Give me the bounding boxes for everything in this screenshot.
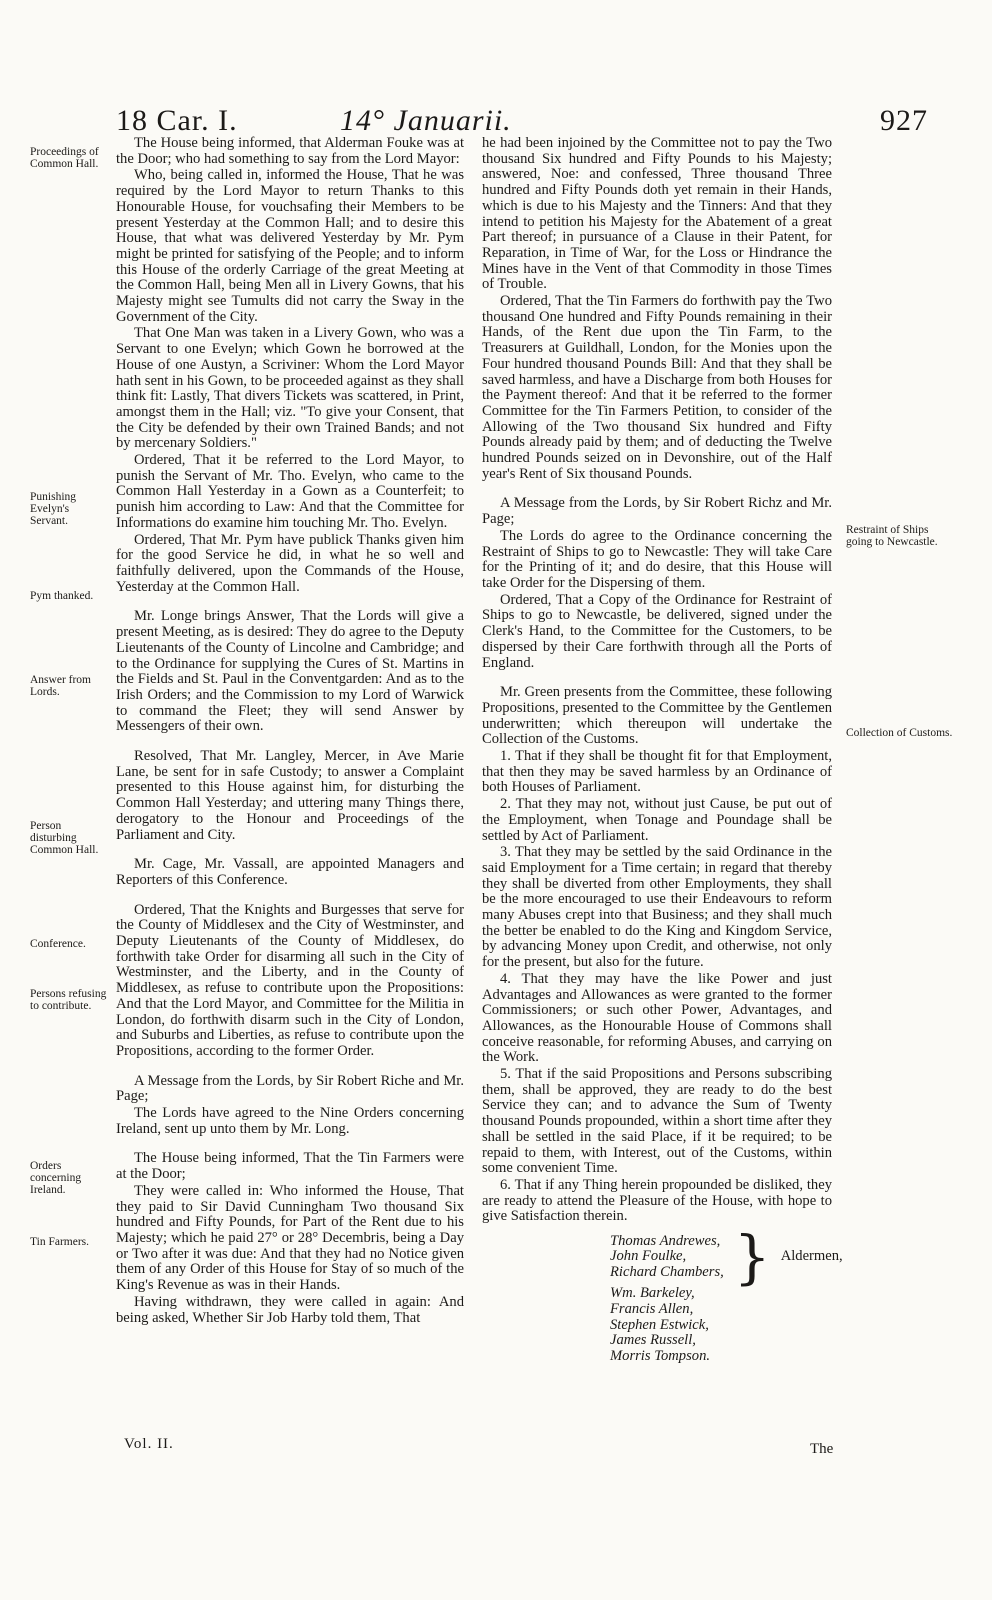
paragraph: Ordered, That Mr. Pym have publick Thanks given him for the good Service he did, in what he so well and faithfully delivered, upon the Commands of the House, Yesterday at the Common Hall. xyxy=(116,531,464,595)
signatory-name: Richard Chambers, xyxy=(610,1263,724,1280)
signatory-name: James Russell, xyxy=(610,1332,696,1349)
aldermen-label: Aldermen, xyxy=(780,1248,843,1265)
margin-note-persons-refusing: Persons refusing to contribute. xyxy=(30,988,107,1013)
left-column xyxy=(116,136,464,1327)
paragraph: Mr. Longe brings Answer, That the Lords will give a present Meeting, as is desired: They do agree to the Deputy Lieutenants of the County of Lincolne and Cambridge; and to the Ordinance for supplying the Cures of St. Martins in the Fields and St. Paul in the Conventgarden: And as to the Irish Orders; and the Commission to my Lord of Warwick to command the Fleet; they will send Answer by Messengers of their own. xyxy=(116,608,464,735)
signatory-name: Stephen Estwick, xyxy=(610,1316,709,1333)
paragraph: Ordered, That the Tin Farmers do forthwith pay the Two thousand One hundred and Fifty Pounds remaining in their Hands, of the Rent due upon the Tin Farm, to the Treasurers at Guildhall, London, for the Monies upon the Four hundred thousand Pounds Bill: And that they shall be saved harmless, and have a Discharge from both Houses for the Payment thereof: And that it be referred to the former Committee for the Tin Farmers Petition, to consider of the Allowing of the Two thousand Six hundred and Fifty Pounds already paid by them; and of deducting the Twelve hundred Pounds seized on in Devonshire, out of the Half year's Rent of Six thousand Pounds. xyxy=(482,293,832,482)
volume-signature: Vol. II. xyxy=(124,1436,174,1452)
margin-note-pym: Pym thanked. xyxy=(30,590,94,602)
signatories-aldermen xyxy=(482,1223,843,1292)
paragraph: Mr. Cage, Mr. Vassall, are appointed Managers and Reporters of this Conference. xyxy=(116,856,464,888)
catchword: The xyxy=(810,1441,834,1457)
signatory-name: John Foulke, xyxy=(610,1248,687,1265)
margin-note-tin: Tin Farmers. xyxy=(30,1236,89,1248)
proposition: 3. That they may be settled by the said Ordinance in the said Employment for a Time certain; in regard that thereby they shall be diverted from other Employments, they shall be the more encouraged to use their Endeavours to reform many Abuses crept into that Business; and they shall much the better be enabled to do the King and Kingdom Service, by advancing Money upon Credit, and otherwise, not only for the present, but also for the future. xyxy=(482,844,832,971)
paragraph: Resolved, That Mr. Langley, Mercer, in Ave Marie Lane, be sent for in safe Custody; to answer a Complaint presented to this House against him, for disturbing the Common Hall Yesterday; and uttering many Things there, derogatory to the Honour and Proceedings of the Parliament and City. xyxy=(116,748,464,843)
margin-note-person: Person disturbing Common Hall. xyxy=(30,820,99,857)
signatory-name: Wm. Barkeley, xyxy=(610,1285,695,1302)
margin-note-collection: Collection of Customs. xyxy=(846,727,953,739)
paragraph: A Message from the Lords, by Sir Robert Riche and Mr. Page; xyxy=(116,1072,464,1105)
paragraph: The House being informed, That the Tin Farmers were at the Door; xyxy=(116,1150,464,1183)
paragraph: A Message from the Lords, by Sir Robert Richz and Mr. Page; xyxy=(482,495,832,528)
proposition: 5. That if the said Propositions and Persons subscribing them, shall be approved, they are ready to do the best Service they can; and to advance the Sum of Twenty thousand Pounds propounded, within a short time after they shall be settled in the said Place, if it be required; to be repaid to them, with Interest, out of the Customs, within some convenient Time. xyxy=(482,1066,832,1177)
paragraph: That One Man was taken in a Livery Gown, who was a Servant to one Evelyn; which Gown he borrowed at the House of one Austyn, a Scriviner: Whom the Lord Mayor hath sent in his Gown, to be proceeded against as they shall think fit: Lastly, That divers Tickets was scattered, in Print, amongst them in the Hall; viz. "To give your Consent, that the City be defended by their own Trained Bands; and not by mercenary Soldiers." xyxy=(116,325,464,452)
paragraph: The Lords have agreed to the Nine Orders concerning Ireland, sent up unto them by Mr. Long. xyxy=(116,1105,464,1137)
paragraph: Having withdrawn, they were called in again: And being asked, Whether Sir Job Harby told them, That xyxy=(116,1293,464,1326)
paragraph: Ordered, That a Copy of the Ordinance for Restraint of Ships to go to Newcastle, be delivered, signed under the Clerk's Hand, to the Committee for the Customers, to be dispersed by their Care forthwith through all the Ports of England. xyxy=(482,591,832,671)
paragraph: The House being informed, that Alderman Fouke was at the Door; who had something to say from the Lord Mayor: xyxy=(116,135,464,167)
brace-icon: } xyxy=(733,1223,771,1292)
page-number: 927 xyxy=(880,104,928,137)
paragraph: he had been injoined by the Committee not to pay the Two thousand Six hundred and Fifty Pounds to his Majesty; answered, Noe: and confessed, Three thousand Three hundred and Fifty Pounds doth yet remain in their Hands, which is due to his Majesty and the Tinners: And that they intend to petition his Majesty for the Abatement of a great Part thereof; in pursuance of a Clause in their Patent, for Reparation, in Time of War, for the Loss or Hindrance the Mines have in the Vent of that Commodity in those Times of Trouble. xyxy=(482,135,832,293)
paragraph: Mr. Green presents from the Committee, these following Propositions, presented to the Committee by the Gentlemen underwritten; which thereupon will undertake the Collection of the Customs. xyxy=(482,684,832,748)
signatory-name: Thomas Andrewes, xyxy=(610,1232,721,1249)
signatory-name: Morris Tompson. xyxy=(610,1347,711,1364)
right-column xyxy=(482,135,843,1365)
margin-note-proceedings: Proceedings of Common Hall. xyxy=(30,146,99,171)
running-head-reign: 18 Car. I. xyxy=(116,104,238,137)
margin-note-punishing: Punishing Evelyn's Servant. xyxy=(30,491,77,528)
proposition: 6. That if any Thing herein propounded be disliked, they are ready to attend the Pleasure of the House, with hope to give Satisfaction therein. xyxy=(482,1177,832,1225)
proposition: 4. That they may have the like Power and just Advantages and Allowances as were granted to the former Commissioners; or such other Power, Advantages, and Allowances, as the Honourable House of Commons shall conceive reasonable, for reforming Abuses, and carrying on the Work. xyxy=(482,970,832,1066)
paragraph: The Lords do agree to the Ordinance concerning the Restraint of Ships to go to Newcastle: They will take Care for the Printing of it; and do desire, that this House will take Order for the Dispersing of them. xyxy=(482,527,832,591)
paragraph: Who, being called in, informed the House, That he was required by the Lord Mayor to return Thanks to this Honourable House, for vouchsafing their Members to be present Yesterday at the Common Hall; and to desire this House, that what was delivered Yesterday by Mr. Pym might be printed for satisfying of the People; and to inform this House of the orderly Carriage of the great Meeting at the Common Hall, being Men all in Livery Gowns, that his Majesty might see Tumults did not carry the Sway in the Government of the City. xyxy=(116,167,464,325)
paragraph: They were called in: Who informed the House, That they paid to Sir David Cunningham Two thousand Six hundred and Fifty Pounds, for Part of the Rent due to his Majesty; which he paid 27° or 28° Decembris, being a Day or Two after it was due: And that they had no Notice given them of any Order of this House for Stay of so much of the King's Revenue as was in their Hands. xyxy=(116,1182,464,1294)
paragraph: Ordered, That it be referred to the Lord Mayor, to punish the Servant of Mr. Tho. Evelyn, who came to the Common Hall Yesterday in a Gown as a Counterfeit; to punish him according to Law: And that the Committee for Informations do examine him touching Mr. Tho. Evelyn. xyxy=(116,452,464,531)
running-head-date: 14° Januarii. xyxy=(340,104,512,137)
other-signatory-names xyxy=(610,1286,832,1365)
margin-note-restraint: Restraint of Ships going to Newcastle. xyxy=(846,524,938,549)
margin-note-answer: Answer from Lords. xyxy=(30,674,91,699)
proposition: 2. That they may not, without just Cause, be put out of the Employment, when Tonage and Poundage shall be settled by Act of Parliament. xyxy=(482,796,832,844)
alderman-names xyxy=(610,1234,724,1281)
margin-note-conference: Conference. xyxy=(30,938,86,950)
proposition: 1. That if they shall be thought fit for that Employment, that then they may be saved harmless by an Ordinance of both Houses of Parliament. xyxy=(482,748,832,796)
margin-note-orders-ireland: Orders concerning Ireland. xyxy=(30,1160,82,1197)
signatory-name: Francis Allen, xyxy=(610,1300,694,1317)
paragraph: Ordered, That the Knights and Burgesses that serve for the County of Middlesex and the City of Westminster, and Deputy Lieutenants of the County of Middlesex, do forthwith take Order for disarming all such in the City of Westminster, and the Liberty, and in the County of Middlesex, as refuse to contribute upon the Propositions: And that the Lord Mayor, and Committee for the Militia in London, do forthwith disarm such in the City of London, and Suburbs and Liberties, as refuse to contribute upon the Propositions, according to the former Order. xyxy=(116,901,464,1059)
